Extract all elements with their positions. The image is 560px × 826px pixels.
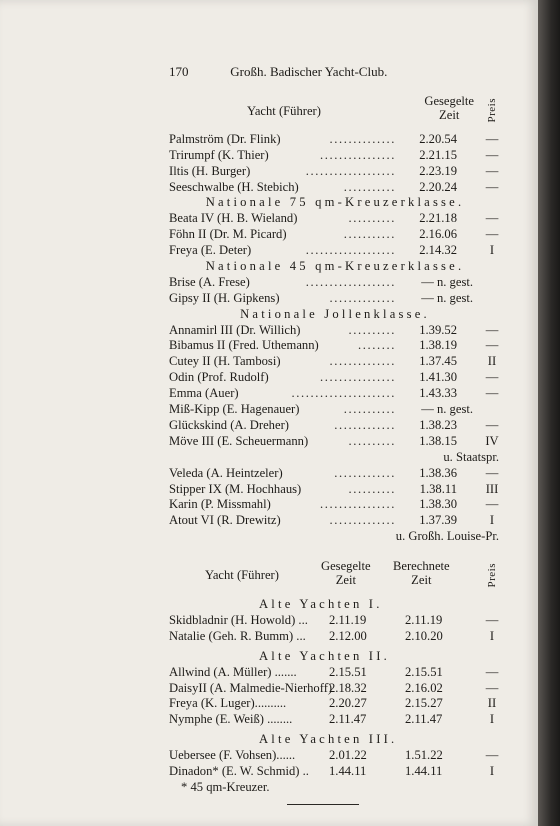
col-preis-header: Preis <box>486 97 499 123</box>
row-sailed-time: 2.12.00 <box>329 628 367 643</box>
row-sailed-time: 2.11.47 <box>329 712 367 727</box>
row-time: — n. gest. <box>421 402 473 417</box>
row-prize: IV <box>485 433 499 448</box>
table-row <box>169 148 501 164</box>
table-row <box>169 466 501 482</box>
table-row <box>169 748 501 764</box>
row-calculated-time: 2.10.20 <box>405 628 443 643</box>
row-prize: I <box>489 712 495 727</box>
section-heading-jollen: Nationale Jollenklasse. <box>240 306 430 321</box>
row-name: Trirumpf (K. Thier) <box>169 147 269 162</box>
closing-rule <box>287 804 359 805</box>
row-name: Brise (A. Frese) <box>169 274 250 289</box>
row-time: 1.38.15 <box>419 433 457 448</box>
row-sailed-time: 2.15.51 <box>329 664 367 679</box>
table-row <box>169 696 501 712</box>
row-name: Karin (P. Missmahl) <box>169 497 271 512</box>
row-name: Cutey II (H. Tambosi) <box>169 354 281 369</box>
table-row <box>169 418 501 434</box>
dot-leader: .......... <box>348 433 396 448</box>
row-prize: — <box>485 748 499 763</box>
row-prize: — <box>485 386 499 401</box>
book-spine-edge <box>538 0 560 826</box>
row-calculated-time: 2.15.51 <box>405 664 443 679</box>
row-time: 2.20.54 <box>419 131 457 146</box>
col-berechnete-line2: Zeit <box>411 573 432 588</box>
row-prize: I <box>489 628 495 643</box>
prize-note-louise: u. Großh. Louise-Pr. <box>395 529 499 544</box>
row-prize: III <box>485 481 499 496</box>
row-time: — n. gest. <box>421 290 473 305</box>
row-prize: — <box>485 211 499 226</box>
table-row <box>169 227 501 243</box>
dot-leader: ................... <box>305 274 396 289</box>
row-prize: — <box>485 179 499 194</box>
row-name: Seeschwalbe (H. Stebich) <box>169 179 299 194</box>
table-row <box>169 681 501 697</box>
row-name: DaisyII (A. Malmedie-Nierhoff) <box>169 680 333 695</box>
table-row <box>169 291 501 307</box>
row-prize: — <box>485 338 499 353</box>
col-gesegelte-line1: Gesegelte <box>321 559 371 574</box>
col-zeit-line1: Gesegelte <box>424 93 474 108</box>
row-name: Iltis (H. Burger) <box>169 163 251 178</box>
row-prize: — <box>485 147 499 162</box>
row-prize: II <box>487 696 497 711</box>
row-prize: — <box>485 664 499 679</box>
row-prize: — <box>485 417 499 432</box>
table-row <box>169 338 501 354</box>
table-row <box>169 370 501 386</box>
row-time: 2.21.15 <box>419 147 457 162</box>
dot-leader: .......... <box>348 211 396 226</box>
col-berechnete-header <box>393 559 450 587</box>
row-name: Natalie (Geh. R. Bumm) ... <box>169 628 306 643</box>
table-row <box>169 482 501 498</box>
table-row <box>169 497 501 513</box>
table-row <box>169 275 501 291</box>
row-name: Atout VI (R. Drewitz) <box>169 513 281 528</box>
row-time: 1.38.11 <box>419 481 457 496</box>
table1-header <box>169 94 501 130</box>
row-name: Annamirl III (Dr. Willich) <box>169 322 301 337</box>
table-row <box>169 243 501 259</box>
row-name: Stipper IX (M. Hochhaus) <box>169 481 302 496</box>
row-name: Emma (Auer) <box>169 386 239 401</box>
row-sailed-time: 2.01.22 <box>329 748 367 763</box>
row-time: 2.16.06 <box>419 227 457 242</box>
dot-leader: .............. <box>329 131 396 146</box>
col-zeit-header <box>424 94 474 122</box>
dot-leader: .............. <box>329 354 396 369</box>
group-75qm <box>169 211 501 259</box>
row-name: Freya (K. Luger).......... <box>169 696 287 711</box>
row-name: Nymphe (E. Weiß) ........ <box>169 712 293 727</box>
dot-leader: ........ <box>358 338 396 353</box>
group-jollen <box>169 323 501 545</box>
row-prize: I <box>489 763 495 778</box>
row-name: Möve III (E. Scheuermann) <box>169 433 309 448</box>
row-sailed-time: 2.20.27 <box>329 696 367 711</box>
dot-leader: ................ <box>320 370 396 385</box>
col-berechnete-line1: Berechnete <box>393 559 450 574</box>
row-time: 1.38.30 <box>419 497 457 512</box>
row-time: 1.43.33 <box>419 386 457 401</box>
dot-leader: ............. <box>334 465 396 480</box>
row-name: Dinadon* (E. W. Schmid) .. <box>169 763 309 778</box>
row-time: 1.38.19 <box>419 338 457 353</box>
section-heading-45qm: Nationale 45 qm-Kreuzerklasse. <box>205 259 465 274</box>
row-name: Gipsy II (H. Gipkens) <box>169 290 280 305</box>
dot-leader: .......... <box>348 481 396 496</box>
section-heading-alte-yachten-1: Alte Yachten I. <box>259 597 383 612</box>
section-heading-alte-yachten-3: Alte Yachten III. <box>259 732 398 747</box>
row-calculated-time: 2.16.02 <box>405 680 443 695</box>
table-row <box>169 434 501 450</box>
dot-leader: ................ <box>320 147 396 162</box>
section-heading-75qm: Nationale 75 qm-Kreuzerklasse. <box>205 195 465 210</box>
table-row <box>169 211 501 227</box>
dot-leader: .......... <box>348 322 396 337</box>
dot-leader: ........... <box>343 179 396 194</box>
row-name: Skidbladnir (H. Howold) ... <box>169 612 308 627</box>
table-row <box>169 323 501 339</box>
row-prize: — <box>485 497 499 512</box>
table-row <box>169 613 501 629</box>
row-name: Allwind (A. Müller) ....... <box>169 664 297 679</box>
row-calculated-time: 1.44.11 <box>405 763 443 778</box>
col-yacht-header: Yacht (Führer) <box>247 103 321 118</box>
row-calculated-time: 2.11.47 <box>405 712 443 727</box>
col-gesegelte-header <box>321 559 371 587</box>
row-sailed-time: 2.11.19 <box>329 612 367 627</box>
row-time: 1.37.39 <box>419 513 457 528</box>
dot-leader: .............. <box>329 290 396 305</box>
row-calculated-time: 2.11.19 <box>405 612 443 627</box>
dot-leader: ........... <box>343 402 396 417</box>
table-row <box>169 180 501 196</box>
table-row <box>169 629 501 645</box>
row-time: 2.14.32 <box>419 243 457 258</box>
row-name: Beata IV (H. B. Wieland) <box>169 211 298 226</box>
row-time: 1.41.30 <box>419 370 457 385</box>
row-name: Miß-Kipp (E. Hagenauer) <box>169 402 300 417</box>
row-name: Glückskind (A. Dreher) <box>169 417 289 432</box>
row-prize: — <box>485 322 499 337</box>
dot-leader: ........... <box>343 227 396 242</box>
dot-leader: .............. <box>329 513 396 528</box>
group-45qm <box>169 275 501 307</box>
table-row <box>169 665 501 681</box>
section-heading-alte-yachten-2: Alte Yachten II. <box>259 648 390 663</box>
table-row <box>169 402 501 418</box>
footnote: * 45 qm-Kreuzer. <box>181 779 270 794</box>
row-prize: I <box>489 243 495 258</box>
row-prize: — <box>485 370 499 385</box>
page-header <box>169 64 501 80</box>
page-content <box>169 64 501 805</box>
table-row <box>169 354 501 370</box>
dot-leader: ...................... <box>291 386 396 401</box>
dot-leader: ............. <box>334 417 396 432</box>
row-name: Freya (E. Deter) <box>169 243 252 258</box>
table-row <box>169 386 501 402</box>
row-name: Odin (Prof. Rudolf) <box>169 370 269 385</box>
table-row <box>169 164 501 180</box>
row-name: Uebersee (F. Vohsen)...... <box>169 748 296 763</box>
row-calculated-time: 1.51.22 <box>405 748 443 763</box>
row-prize: I <box>489 513 495 528</box>
row-time: 2.20.24 <box>419 179 457 194</box>
row-prize: — <box>485 131 499 146</box>
running-title: Großh. Badischer Yacht-Club. <box>230 64 388 79</box>
prize-note-staatspreis: u. Staatspr. <box>443 449 499 464</box>
row-calculated-time: 2.15.27 <box>405 696 443 711</box>
row-prize: — <box>485 163 499 178</box>
row-time: 2.21.18 <box>419 211 457 226</box>
row-prize: — <box>485 227 499 242</box>
row-time: 1.39.52 <box>419 322 457 337</box>
table-row <box>169 513 501 529</box>
row-name: Palmström (Dr. Flink) <box>169 131 281 146</box>
col-yacht-header: Yacht (Führer) <box>205 568 279 583</box>
table-row <box>169 132 501 148</box>
row-time: 2.23.19 <box>419 163 457 178</box>
row-name: Veleda (A. Heintzeler) <box>169 465 283 480</box>
page-number: 170 <box>169 64 189 79</box>
col-preis-header: Preis <box>486 563 499 588</box>
row-name: Bibamus II (Fred. Uthemann) <box>169 338 319 353</box>
row-prize: — <box>485 612 499 627</box>
row-sailed-time: 2.18.32 <box>329 680 367 695</box>
table-row <box>169 764 501 780</box>
row-prize: — <box>485 465 499 480</box>
row-time: — n. gest. <box>421 274 473 289</box>
row-sailed-time: 1.44.11 <box>329 763 367 778</box>
row-prize: II <box>487 354 497 369</box>
col-zeit-line2: Zeit <box>439 107 460 122</box>
col-gesegelte-line2: Zeit <box>335 573 356 588</box>
group-a <box>169 132 501 196</box>
dot-leader: ................... <box>305 163 396 178</box>
dot-leader: ................... <box>305 243 396 258</box>
row-prize: — <box>485 680 499 695</box>
table2 <box>169 559 501 805</box>
row-time: 1.38.23 <box>419 417 457 432</box>
dot-leader: ................ <box>320 497 396 512</box>
table-row <box>169 712 501 728</box>
table2-header <box>169 559 501 593</box>
row-name: Föhn II (Dr. M. Picard) <box>169 227 287 242</box>
row-time: 1.37.45 <box>419 354 457 369</box>
row-time: 1.38.36 <box>419 465 457 480</box>
